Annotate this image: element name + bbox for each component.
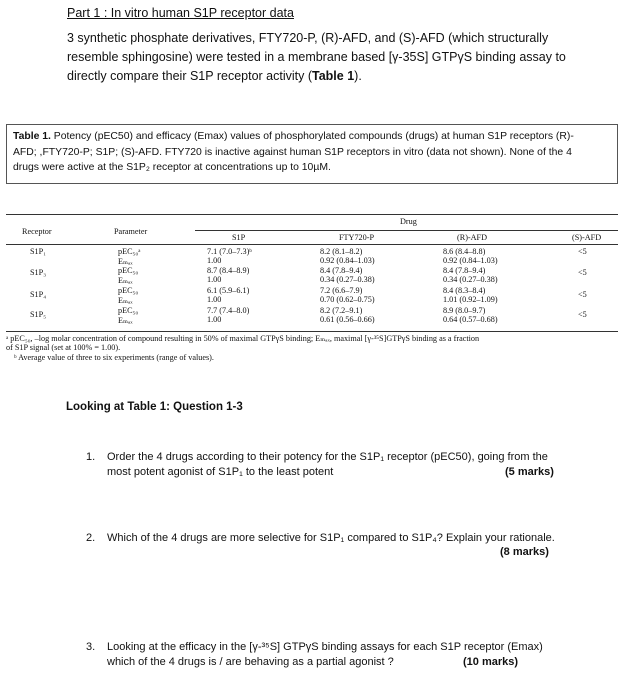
- caption-line-3: drugs were active at the S1P₂ receptor at concentrations up to 10µM.: [13, 162, 331, 173]
- cell-r-emax: 0.34 (0.27–0.38): [443, 275, 498, 284]
- cell-fty-emax: 0.70 (0.62–0.75): [320, 295, 375, 304]
- intro-paragraph: [67, 29, 587, 86]
- cell-r-pec50: 8.6 (8.4–8.8): [443, 247, 486, 256]
- question-text-line-2: most potent agonist of S1P₁ to the least potent: [107, 466, 334, 478]
- question-text-line-1: Looking at the efficacy in the [γ-³⁵S] GTPγS binding assays for each S1P receptor (Emax): [107, 641, 543, 653]
- cell-fty-emax: 0.92 (0.84–1.03): [320, 256, 375, 265]
- question-marks: (10 marks): [463, 656, 519, 668]
- question-number: 2.: [86, 532, 96, 544]
- footnote-a-line-2: of S1P signal (set at 100% = 1.00).: [6, 343, 121, 352]
- row-param-emax: Eₘₐₓ: [118, 276, 133, 285]
- col-fty720p: FTY720-P: [339, 233, 375, 242]
- drug-header-rule: [195, 230, 618, 231]
- question-marks: (8 marks): [500, 546, 549, 558]
- question-text-line-1: Order the 4 drugs according to their potency for the S1P₁ receptor (pEC50), going from the: [107, 451, 548, 463]
- row-param-pec50: pEC₅₀: [118, 286, 139, 295]
- row-receptor: S1P₄: [30, 290, 47, 299]
- cell-s1p-pec50: 7.1 (7.0–7.3)ᵇ: [207, 247, 252, 256]
- intro-line-2: resemble sphingosine) were tested in a membrane based [γ-35S] GTPγS binding assay to: [67, 50, 566, 64]
- cell-s-pec50: <5: [578, 290, 587, 299]
- cell-s-pec50: <5: [578, 268, 587, 277]
- cell-r-emax: 1.01 (0.92–1.09): [443, 295, 498, 304]
- row-param-emax: Eₘₐₓ: [118, 296, 133, 305]
- caption-line-2: AFD; ,FTY720-P; S1P; (S)-AFD. FTY720 is inactive against human S1P receptors in vitro (data not shown). None of the 4: [13, 146, 572, 158]
- row-receptor: S1P₅: [30, 310, 47, 319]
- cell-fty-pec50: 7.2 (6.6–7.9): [320, 286, 363, 295]
- cell-r-pec50: 8.4 (7.8–9.4): [443, 266, 486, 275]
- row-param-emax: Eₘₐₓ: [118, 316, 133, 325]
- row-param-pec50: pEC₅₀ᵃ: [118, 247, 141, 256]
- footnote-a-line-1: ᵃ pEC₅₀, –log molar concentration of compound resulting in 50% of maximal GTPγS binding; Eₘₐₓ, maximal [γ-³⁵S]GTPγS binding as a fraction: [6, 334, 480, 343]
- cell-r-pec50: 8.4 (8.3–8.4): [443, 286, 486, 295]
- cell-fty-pec50: 8.2 (7.2–9.1): [320, 306, 363, 315]
- cell-fty-emax: 0.61 (0.56–0.66): [320, 315, 375, 324]
- row-receptor: S1P₃: [30, 268, 47, 277]
- cell-fty-pec50: 8.2 (8.1–8.2): [320, 247, 363, 256]
- cell-r-pec50: 8.9 (8.0–9.7): [443, 306, 486, 315]
- cell-fty-emax: 0.34 (0.27–0.38): [320, 275, 375, 284]
- col-parameter: Parameter: [114, 227, 148, 236]
- table-bottom-rule: [6, 331, 618, 332]
- col-receptor: Receptor: [22, 227, 52, 236]
- header-bottom-rule: [6, 244, 618, 245]
- cell-s-pec50: <5: [578, 247, 587, 256]
- cell-r-emax: 0.92 (0.84–1.03): [443, 256, 498, 265]
- col-s1p: S1P: [232, 233, 246, 242]
- intro-line-3: directly compare their S1P receptor activity (Table 1).: [67, 69, 362, 83]
- table-caption: [6, 124, 618, 184]
- cell-s1p-emax: 1.00: [207, 256, 222, 265]
- intro-line-1: 3 synthetic phosphate derivatives, FTY720-P, (R)-AFD, and (S)-AFD (which structurally: [67, 31, 549, 45]
- table-top-rule: [6, 214, 618, 215]
- cell-s1p-pec50: 8.7 (8.4–8.9): [207, 266, 250, 275]
- part-title: Part 1 : In vitro human S1P receptor data: [67, 6, 294, 20]
- drug-header: Drug: [400, 217, 417, 226]
- caption-line-1: Table 1. Potency (pEC50) and efficacy (Emax) values of phosphorylated compounds (drugs) at human S1P receptors (R)-: [13, 131, 574, 142]
- question-text-line-2: which of the 4 drugs is / are behaving as a partial agonist ?: [107, 656, 394, 668]
- cell-r-emax: 0.64 (0.57–0.68): [443, 315, 498, 324]
- question-1: [107, 450, 567, 480]
- questions-heading: Looking at Table 1: Question 1-3: [66, 401, 243, 413]
- question-number: 3.: [86, 641, 96, 653]
- cell-s1p-emax: 1.00: [207, 275, 222, 284]
- cell-s1p-emax: 1.00: [207, 295, 222, 304]
- question-number: 1.: [86, 451, 96, 463]
- cell-s1p-pec50: 7.7 (7.4–8.0): [207, 306, 250, 315]
- question-2: [107, 531, 577, 546]
- cell-s-pec50: <5: [578, 310, 587, 319]
- question-text-line-1: Which of the 4 drugs are more selective for S1P₁ compared to S1P₄? Explain your rationale.: [107, 532, 555, 544]
- cell-s1p-emax: 1.00: [207, 315, 222, 324]
- row-param-pec50: pEC₅₀: [118, 306, 139, 315]
- question-marks: (5 marks): [505, 466, 554, 478]
- col-s-afd: (S)-AFD: [572, 233, 602, 242]
- row-param-pec50: pEC₅₀: [118, 266, 139, 275]
- cell-s1p-pec50: 6.1 (5.9–6.1): [207, 286, 250, 295]
- cell-fty-pec50: 8.4 (7.8–9.4): [320, 266, 363, 275]
- col-r-afd: (R)-AFD: [457, 233, 488, 242]
- row-param-emax: Eₘₐₓ: [118, 257, 133, 266]
- footnote-b: ᵇ Average value of three to six experiments (range of values).: [14, 353, 214, 362]
- row-receptor: S1P₁: [30, 247, 47, 256]
